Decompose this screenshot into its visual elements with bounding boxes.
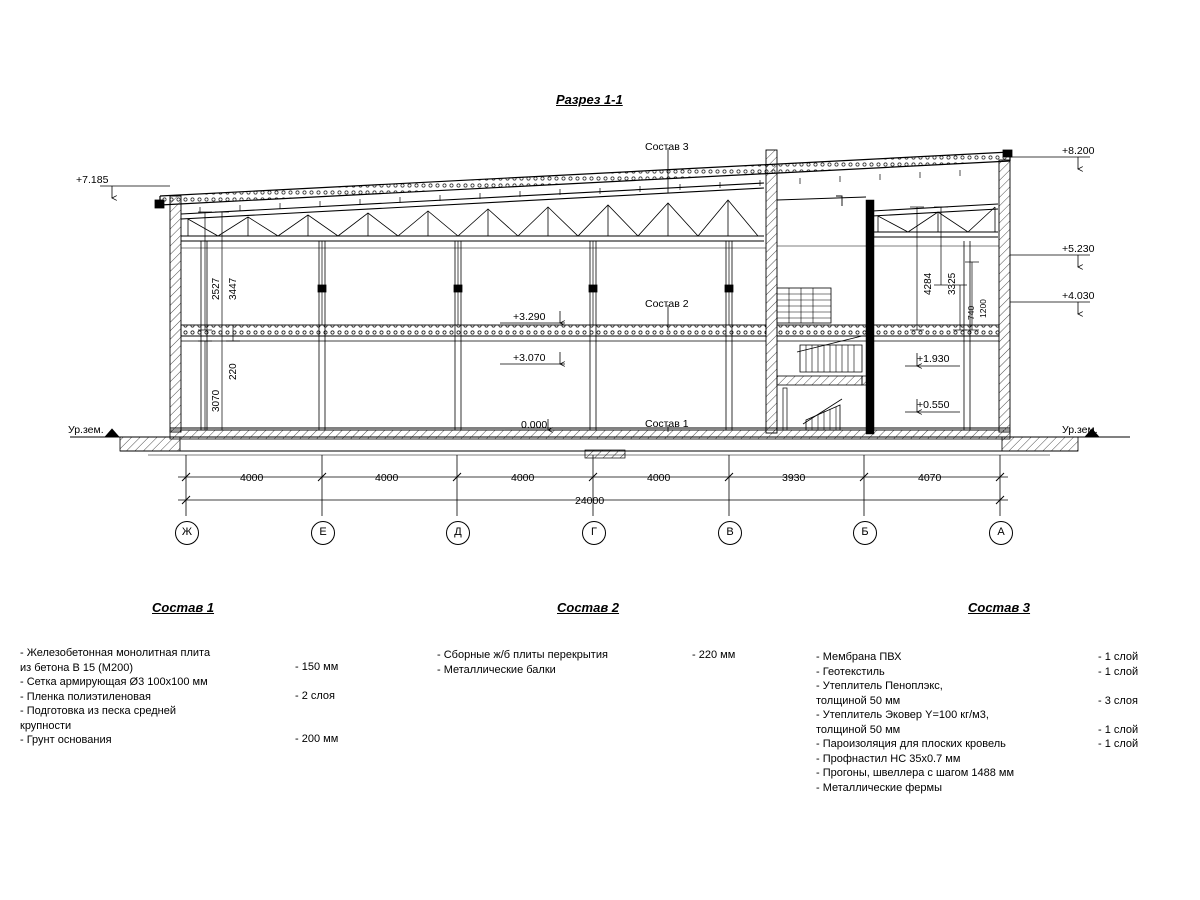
spec-row: - Подготовка из песка средней [20,705,176,717]
spec-row: - Пленка полиэтиленовая [20,690,151,703]
bay-dimension: 4070 [918,472,942,484]
elevation-label: +1.930 [917,353,950,365]
vertical-dimension-label: 3325 [947,272,958,295]
spec-list-sostav-3 [816,650,1086,795]
spec-row: из бетона В 15 (М200) [20,661,133,674]
bay-dimension: 4000 [647,472,671,484]
spec-qty: - 1 слой [1098,738,1139,750]
elevation-label: +3.290 [513,311,546,323]
spec-qty: - 1 слой [1098,723,1139,736]
spec-row: - Пароизоляция для плоских кровель [816,738,1006,750]
callout-sostav-1: Состав 1 [645,418,689,430]
spec-qty: - 2 слоя [295,690,336,702]
spec-row: - Утеплитель Эковер Y=100 кг/м3, [816,709,989,721]
spec-qty: - 150 мм [295,661,339,673]
ground-level-left-label: Ур.зем. [68,424,104,436]
spec-row: - Сборные ж/б плиты перекрытия [437,649,608,661]
spec-title-sostav-3: Состав 3 [968,600,1031,615]
spec-row: - Металлические фермы [816,781,943,794]
elevation-label: +0.550 [917,399,950,411]
spec-row: толщиной 50 мм [816,694,901,707]
elevation-label: +3.070 [513,352,546,364]
spec-row: - Металлические балки [437,663,556,676]
spec-row: - Профнастил НС 35х0.7 мм [816,752,961,765]
bay-dimension: 4000 [240,472,264,484]
axis-bubble-e: Е [311,521,335,545]
spec-qty: - 220 мм [692,649,736,661]
spec-list-sostav-1 [20,646,290,748]
vertical-dimension-label: 220 [228,363,239,380]
vertical-dimension-label: 4284 [923,272,934,295]
total-dimension: 24000 [575,495,605,507]
callout-sostav-3: Состав 3 [645,141,689,153]
spec-title-sostav-1: Состав 1 [152,600,215,615]
axis-bubble-g: Г [582,521,606,545]
spec-row: - Мембрана ПВХ [816,651,902,663]
bay-dimension: 4000 [375,472,399,484]
vertical-dimension-label: 1200 [978,299,988,318]
vertical-dimension-label: 3070 [211,389,222,412]
spec-row: - Грунт основания [20,734,112,746]
spec-qty: - 1 слой [1098,665,1139,678]
bay-dimension: 4000 [511,472,535,484]
elevation-label: 0.000 [521,419,548,431]
spec-row: крупности [20,719,72,732]
spec-row: толщиной 50 мм [816,723,901,736]
elevation-label: +4.030 [1062,290,1095,302]
spec-row: - Утеплитель Пеноплэкс, [816,680,943,692]
spec-qty: - 3 слоя [1098,694,1139,707]
elevation-label: +8.200 [1062,145,1095,157]
spec-row: - Геотекстиль [816,665,885,678]
elevation-label: +7.185 [76,174,109,186]
spec-title-sostav-2: Состав 2 [557,600,620,615]
spec-qty: - 200 мм [295,733,339,745]
ground-level-right-label: Ур.зем. [1062,424,1098,436]
axis-bubble-a: А [989,521,1013,545]
elevation-label: +5.230 [1062,243,1095,255]
spec-row: - Железобетонная монолитная плита [20,647,211,659]
bay-dimension: 3930 [782,472,806,484]
axis-bubble-zh: Ж [175,521,199,545]
axis-bubble-v: В [718,521,742,545]
drawing-title: Разрез 1-1 [556,92,623,107]
axis-bubble-d: Д [446,521,470,545]
spec-row: - Прогоны, швеллера с шагом 1488 мм [816,767,1015,779]
spec-qty: - 1 слой [1098,651,1139,663]
spec-list-sostav-2 [437,648,687,677]
vertical-dimension-label: 740 [966,305,976,320]
vertical-dimension-label: 2527 [211,277,222,300]
axis-bubble-b: Б [853,521,877,545]
callout-sostav-2: Состав 2 [645,298,689,310]
spec-row: - Сетка армирующая Ø3 100х100 мм [20,676,208,688]
vertical-dimension-label: 3447 [228,277,239,300]
